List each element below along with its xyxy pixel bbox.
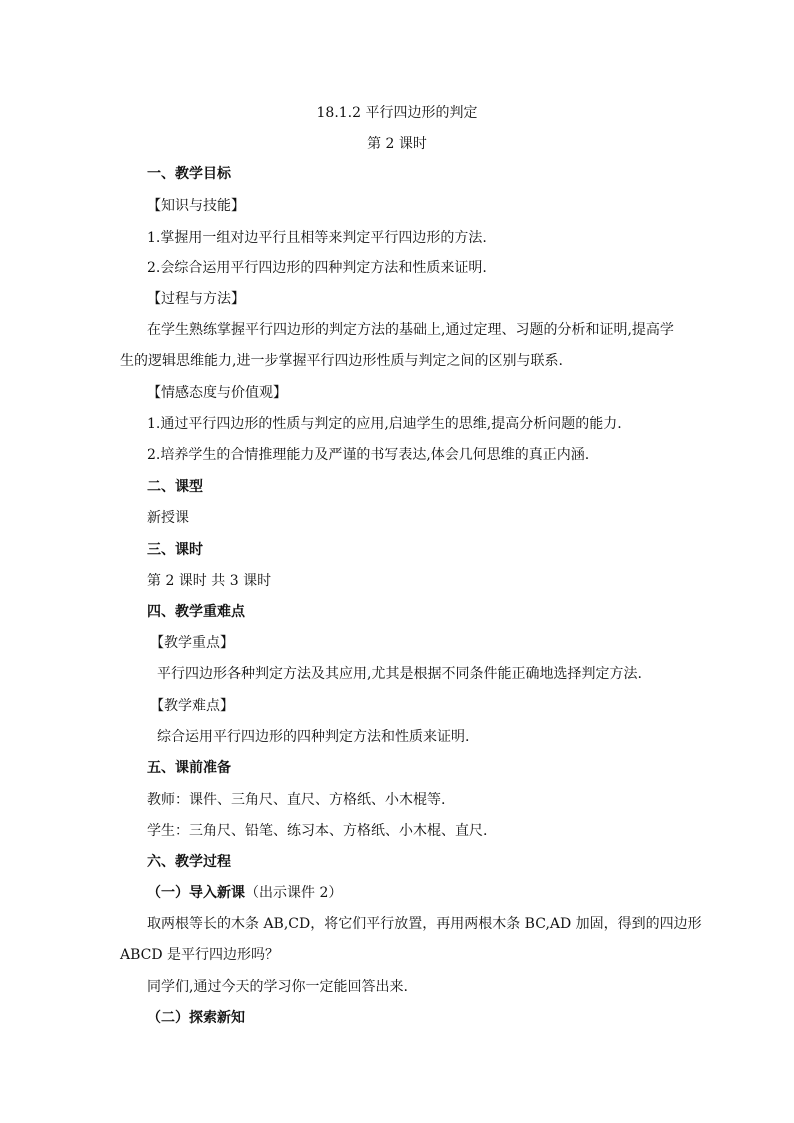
paragraph-student-prep: 学生：三角尺、铅笔、练习本、方格纸、小木棍、直尺. xyxy=(147,823,488,839)
document-title: 18.1.2 平行四边形的判定 xyxy=(316,105,478,121)
section-heading-preparation: 五、课前准备 xyxy=(147,760,231,776)
subsection-explore: （二）探索新知 xyxy=(147,1010,245,1026)
section-heading-periods: 三、课时 xyxy=(147,542,203,558)
subheading-difficult-point: 【教学难点】 xyxy=(150,698,234,714)
paragraph-teacher-prep: 教师：课件、三角尺、直尺、方格纸、小木棍等. xyxy=(147,792,446,808)
lesson-period: 第 2 课时 xyxy=(367,136,427,152)
subheading-key-point: 【教学重点】 xyxy=(150,635,234,651)
lesson-type-value: 新授课 xyxy=(147,510,189,526)
subheading-knowledge: 【知识与技能】 xyxy=(147,198,245,214)
paragraph-intro-line-3: 同学们,通过今天的学习你一定能回答出来. xyxy=(147,979,408,995)
periods-value: 第 2 课时 共 3 课时 xyxy=(147,573,272,589)
paragraph-intro-line-2: ABCD 是平行四边形吗？ xyxy=(120,947,280,963)
subheading-process: 【过程与方法】 xyxy=(147,291,245,307)
paragraph-process-line-2: 生的逻辑思维能力,进一步掌握平行四边形性质与判定之间的区别与联系. xyxy=(120,353,563,369)
paragraph-attitude-2: 2.培养学生的合情推理能力及严谨的书写表达,体会几何思维的真正内涵. xyxy=(147,447,590,463)
paragraph-knowledge-1: 1.掌握用一组对边平行且相等来判定平行四边形的方法. xyxy=(147,230,487,246)
paragraph-process-line-1: 在学生熟练掌握平行四边形的判定方法的基础上,通过定理、习题的分析和证明,提高学 xyxy=(147,322,674,338)
subsection-intro-note: （出示课件 2） xyxy=(245,885,343,901)
subheading-attitude: 【情感态度与价值观】 xyxy=(147,385,287,401)
subsection-intro-title: （一）导入新课 xyxy=(147,885,245,901)
paragraph-knowledge-2: 2.会综合运用平行四边形的四种判定方法和性质来证明. xyxy=(147,260,487,276)
paragraph-difficult-point: 综合运用平行四边形的四种判定方法和性质来证明. xyxy=(157,729,470,745)
section-heading-lesson-type: 二、课型 xyxy=(147,479,203,495)
section-heading-process: 六、教学过程 xyxy=(147,854,231,870)
subsection-intro xyxy=(147,883,342,903)
section-heading-key-points: 四、教学重难点 xyxy=(147,604,245,620)
paragraph-key-point: 平行四边形各种判定方法及其应用,尤其是根据不同条件能正确地选择判定方法. xyxy=(157,666,642,682)
paragraph-intro-line-1: 取两根等长的木条 AB,CD，将它们平行放置，再用两根木条 BC,AD 加固，得到的四边形 xyxy=(147,916,702,932)
section-heading-goals: 一、教学目标 xyxy=(147,166,231,182)
paragraph-attitude-1: 1.通过平行四边形的性质与判定的应用,启迪学生的思维,提高分析问题的能力. xyxy=(147,416,622,432)
